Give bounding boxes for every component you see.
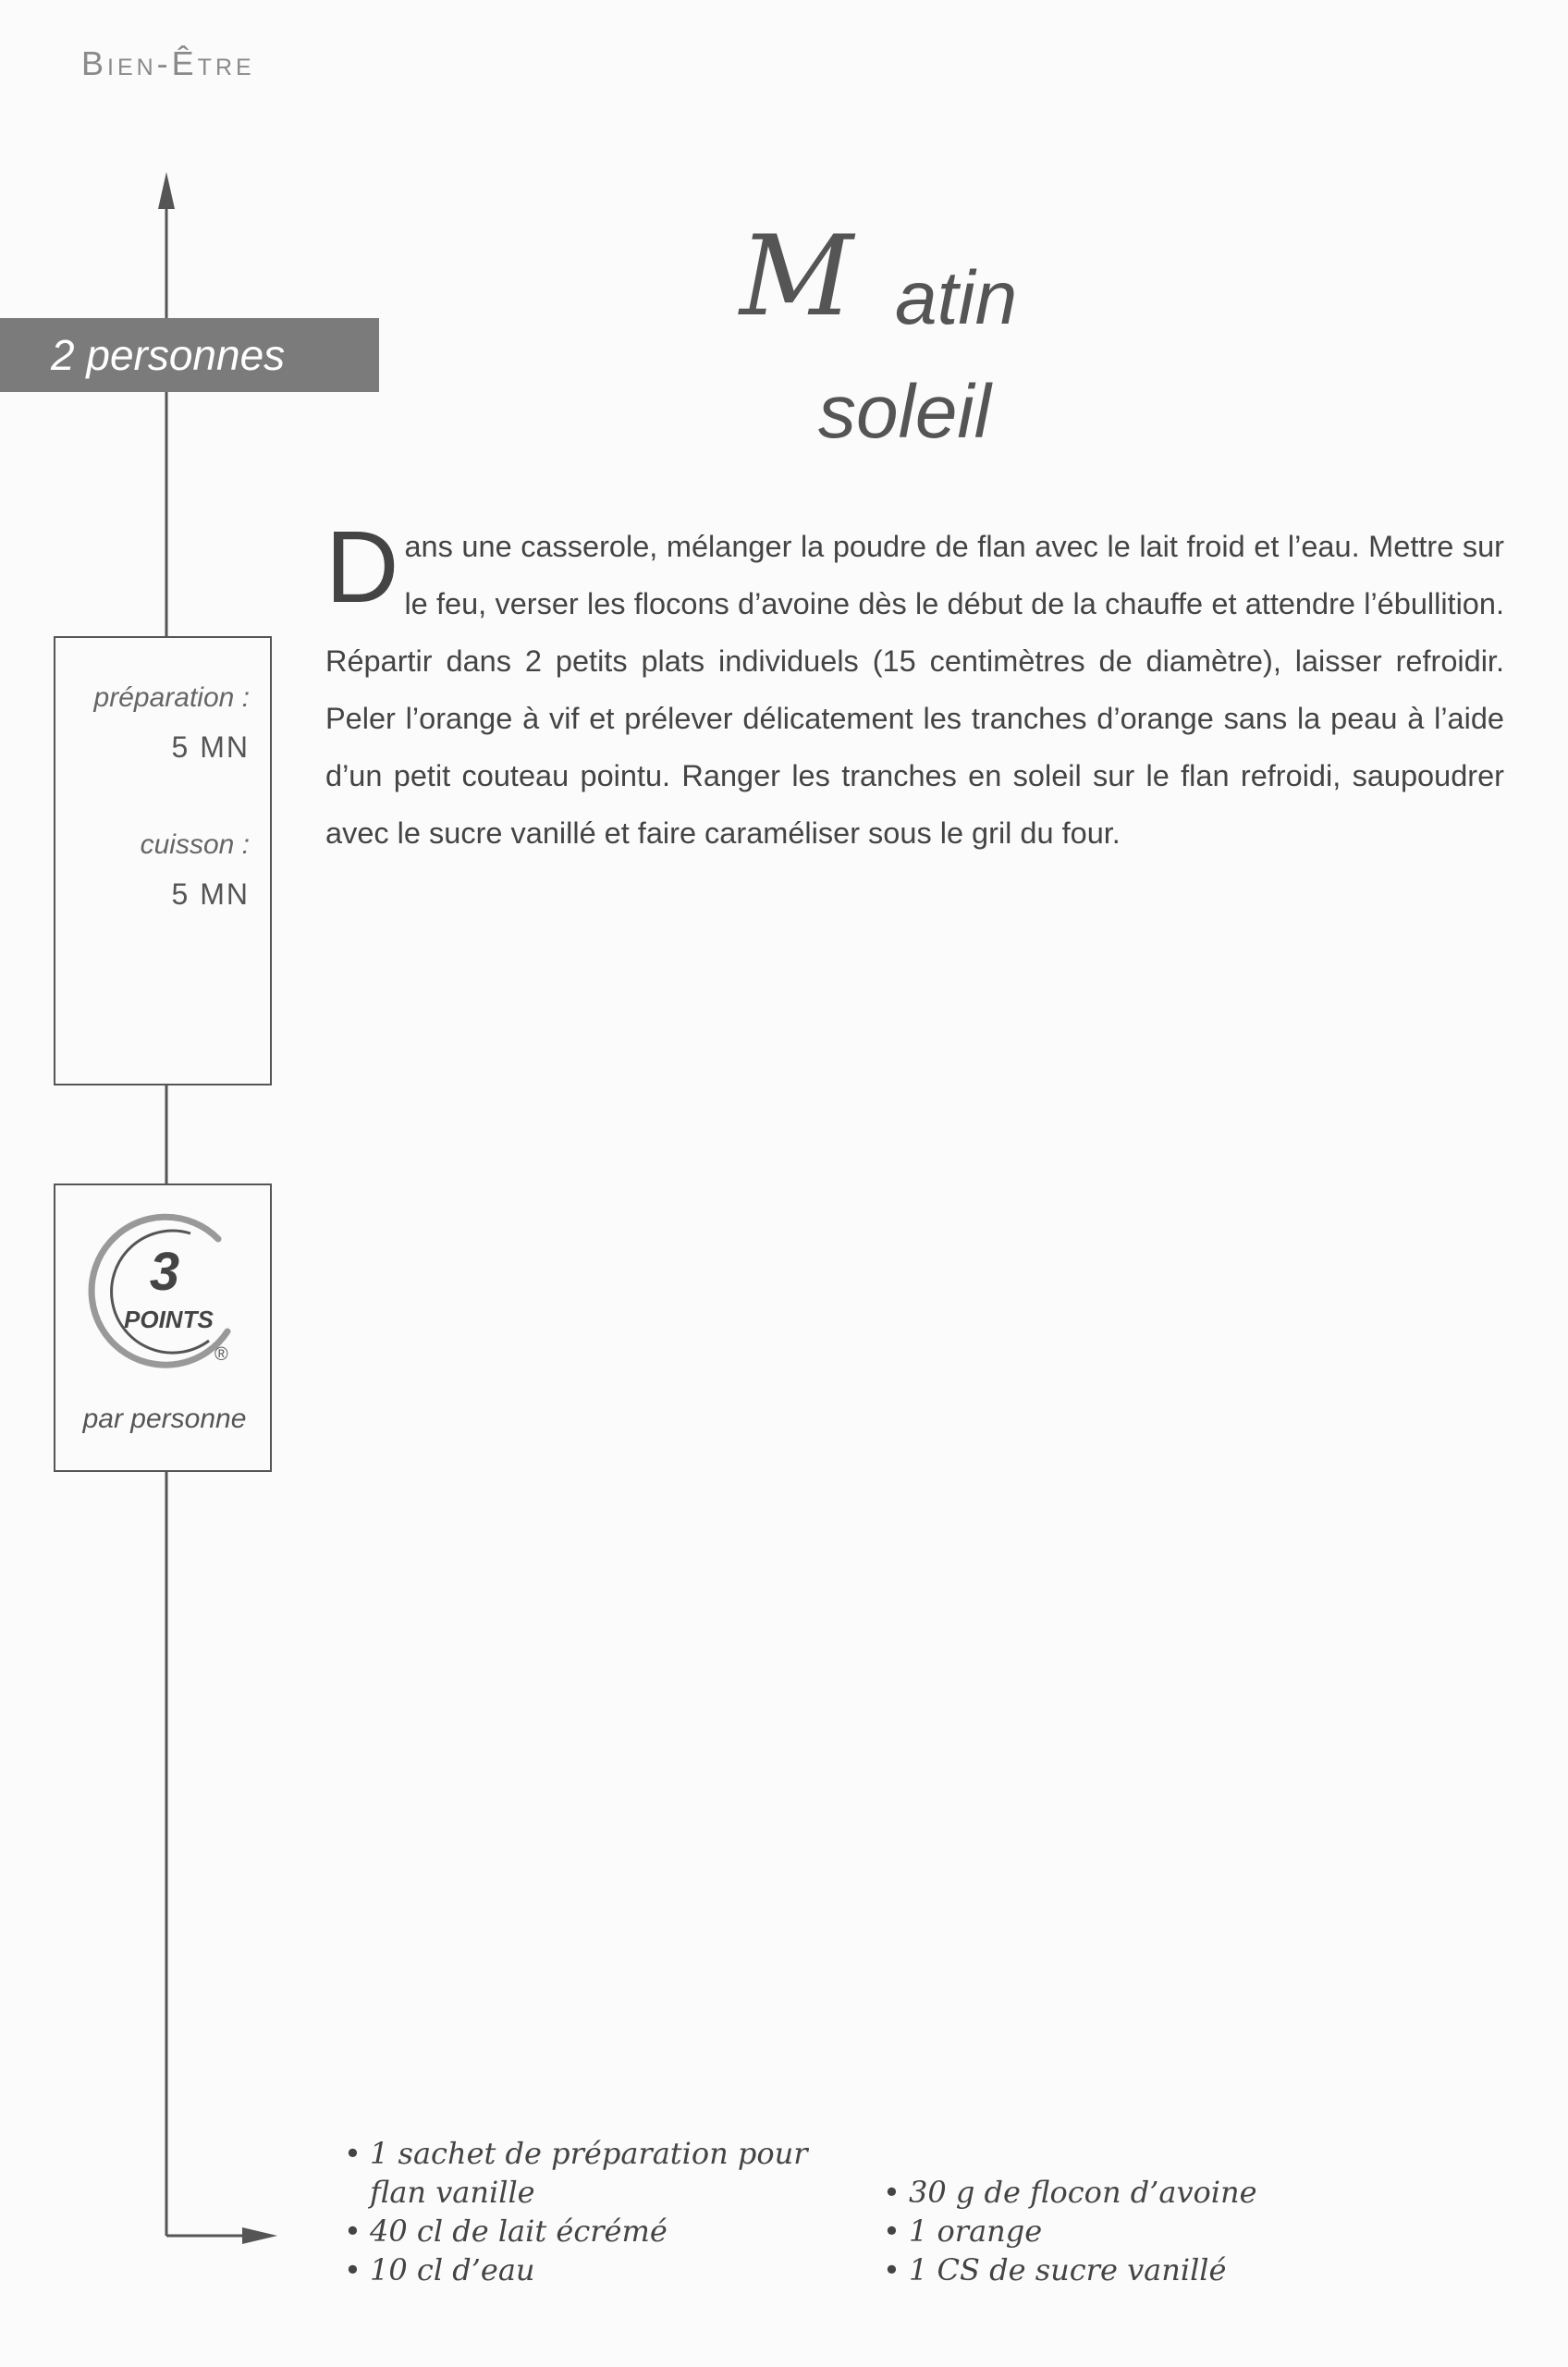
ingredients-list-left xyxy=(344,2134,843,2289)
points-word: POINTS xyxy=(124,1306,214,1333)
arrow-right-icon xyxy=(242,2227,277,2244)
ingredient-item: • 1 sachet de préparation pour flan vanille xyxy=(344,2134,843,2212)
title-word-2: soleil xyxy=(818,370,991,454)
prep-value: 5 MN xyxy=(171,730,250,764)
title-word-1: atin xyxy=(895,256,1018,340)
title-initial: M xyxy=(740,213,853,341)
points-number: 3 xyxy=(149,1242,180,1302)
points-caption: par personne xyxy=(82,1404,247,1434)
ingredient-item: • 30 g de flocon d’avoine xyxy=(883,2173,1438,2212)
ingredient-item: • 40 cl de lait écrémé xyxy=(344,2212,843,2250)
ingredients-list-right xyxy=(883,2173,1438,2289)
drop-cap: D xyxy=(325,510,399,624)
timing-box xyxy=(54,636,272,1085)
servings-banner xyxy=(0,318,379,392)
servings-label: 2 personnes xyxy=(51,331,286,379)
section-header: Bien-Être xyxy=(81,44,255,82)
cook-label: cuisson : xyxy=(140,829,250,860)
recipe-text xyxy=(325,510,1504,862)
ingredient-item: • 1 orange xyxy=(883,2212,1438,2250)
recipe-body: ans une casserole, mélanger la poudre de flan avec le lait froid et l’eau. Mettre sur le feu, verser les flocons d’avoine dès le début de la chauffe et attendre l’ébullition. Répartir dans 2 petits plats individuels (15 centimètres de diamètre), laisser refroidir. Peler l’orange à vif et prélever délicatement les tranches d’orange sans la peau à l’aide d’un petit couteau pointu. Ranger les tranches en soleil sur le flan refroidi, saupoudrer avec le sucre vanillé et faire caraméliser sous le gril du four. xyxy=(325,530,1504,850)
points-box xyxy=(54,1184,272,1472)
cook-value: 5 MN xyxy=(171,877,250,911)
prep-label: préparation : xyxy=(93,682,250,713)
ingredient-item: • 10 cl d’eau xyxy=(344,2250,843,2289)
arrow-up-icon xyxy=(158,172,175,209)
registered-mark: ® xyxy=(214,1344,228,1365)
ingredient-item: • 1 CS de sucre vanillé xyxy=(883,2250,1438,2289)
